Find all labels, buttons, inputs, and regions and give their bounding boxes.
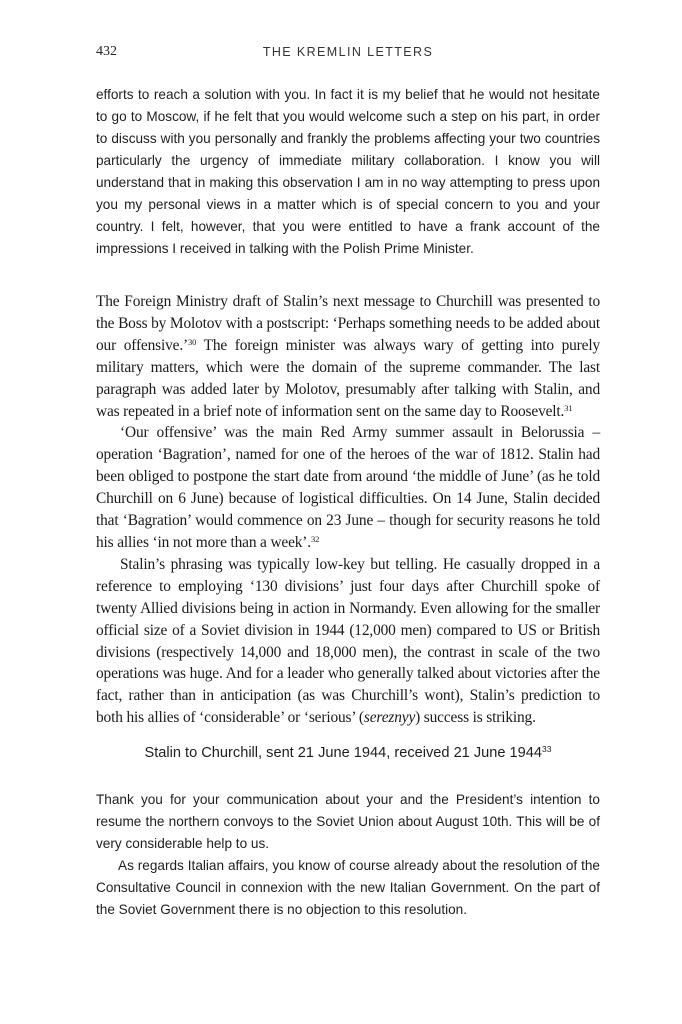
text-segment: ) success is striking. xyxy=(415,709,536,727)
narrative-text xyxy=(96,291,600,729)
quoted-letter xyxy=(96,789,600,921)
page-number: 432 xyxy=(96,44,117,59)
book-title: THE KREMLIN LETTERS xyxy=(262,45,434,59)
footnote-ref-30[interactable]: 30 xyxy=(188,336,197,347)
narrative-paragraph xyxy=(96,554,600,729)
narrative-paragraph xyxy=(96,291,600,422)
text-segment: Stalin’s phrasing was typically low-key but telling. He casually dropped in a reference to employing ‘130 divisions’ just four days after Churchill spoke of twenty Allied divisions being in action in Normandy. Even allowing for the smaller official size of a Soviet division in 1944 (12,000 men) compared to US or British divisions (respectively 14,000 and 18,000 men), the contrast in scale of the two operations was huge. And for a leader who generally talked about victories after the fact, rather than in anticipation (as was Churchill’s wont), Stalin’s prediction to both his allies of ‘considerable’ or ‘serious’ ( xyxy=(96,555,600,727)
text-segment: The foreign minister was always wary of getting into purely military matters, which were the domain of the supreme commander. The last paragraph was added later by Molotov, presumably after talking with Stalin, and was repeated in a brief note of information sent on the same day to Roosevelt. xyxy=(96,336,600,420)
quoted-letter-continuation xyxy=(96,84,600,260)
footnote-ref-33[interactable]: 33 xyxy=(542,744,552,754)
letter-paragraph: Thank you for your communication about your and the President’s intention to resume the northern convoys to the Soviet Union about August 10th. This will be of very considerable help to us. xyxy=(96,792,600,851)
narrative-paragraph xyxy=(96,422,600,553)
text-segment: The Foreign Ministry draft of Stalin’s next message to Churchill was presented to the Boss by Molotov with a postscript: ‘Perhaps something needs to be added about our offensive.’ xyxy=(96,293,600,354)
running-head xyxy=(96,44,600,64)
letter-paragraph: As regards Italian affairs, you know of course already about the resolution of the Consultative Council in connexion with the new Italian Government. On the part of the Soviet Government there is no objection to this resolution. xyxy=(96,858,600,917)
letter-heading-text: Stalin to Churchill, sent 21 June 1944, received 21 June 1944 xyxy=(144,745,543,761)
letter-heading xyxy=(96,745,600,761)
letter-paragraph: efforts to reach a solution with you. In fact it is my belief that he would not hesitate to go to Moscow, if he felt that you would welcome such a step on his part, in order to discuss with you personally and frankly the problems affecting your two countries particularly the urgency of immediate military collaboration. I know you will understand that in making this observation I am in no way attempting to press upon you my personal views in a matter which is of special concern to you and your country. I felt, however, that you were entitled to have a frank account of the impressions I received in talking with the Polish Prime Minister. xyxy=(96,87,600,256)
footnote-ref-31[interactable]: 31 xyxy=(564,402,573,413)
text-segment: ‘Our offensive’ was the main Red Army summer assault in Belorussia – operation ‘Bagration’, named for one of the heroes of the war of 1812. Stalin had been obliged to postpone the start date from around ‘the middle of June’ (as he told Churchill on 6 June) because of logistical difficulties. On 14 June, Stalin decided that ‘Bagration’ would commence on 23 June – though for security reasons he told his allies ‘in not more than a week’. xyxy=(96,424,600,551)
italic-term: sereznyy xyxy=(363,709,416,727)
footnote-ref-32[interactable]: 32 xyxy=(310,533,320,544)
